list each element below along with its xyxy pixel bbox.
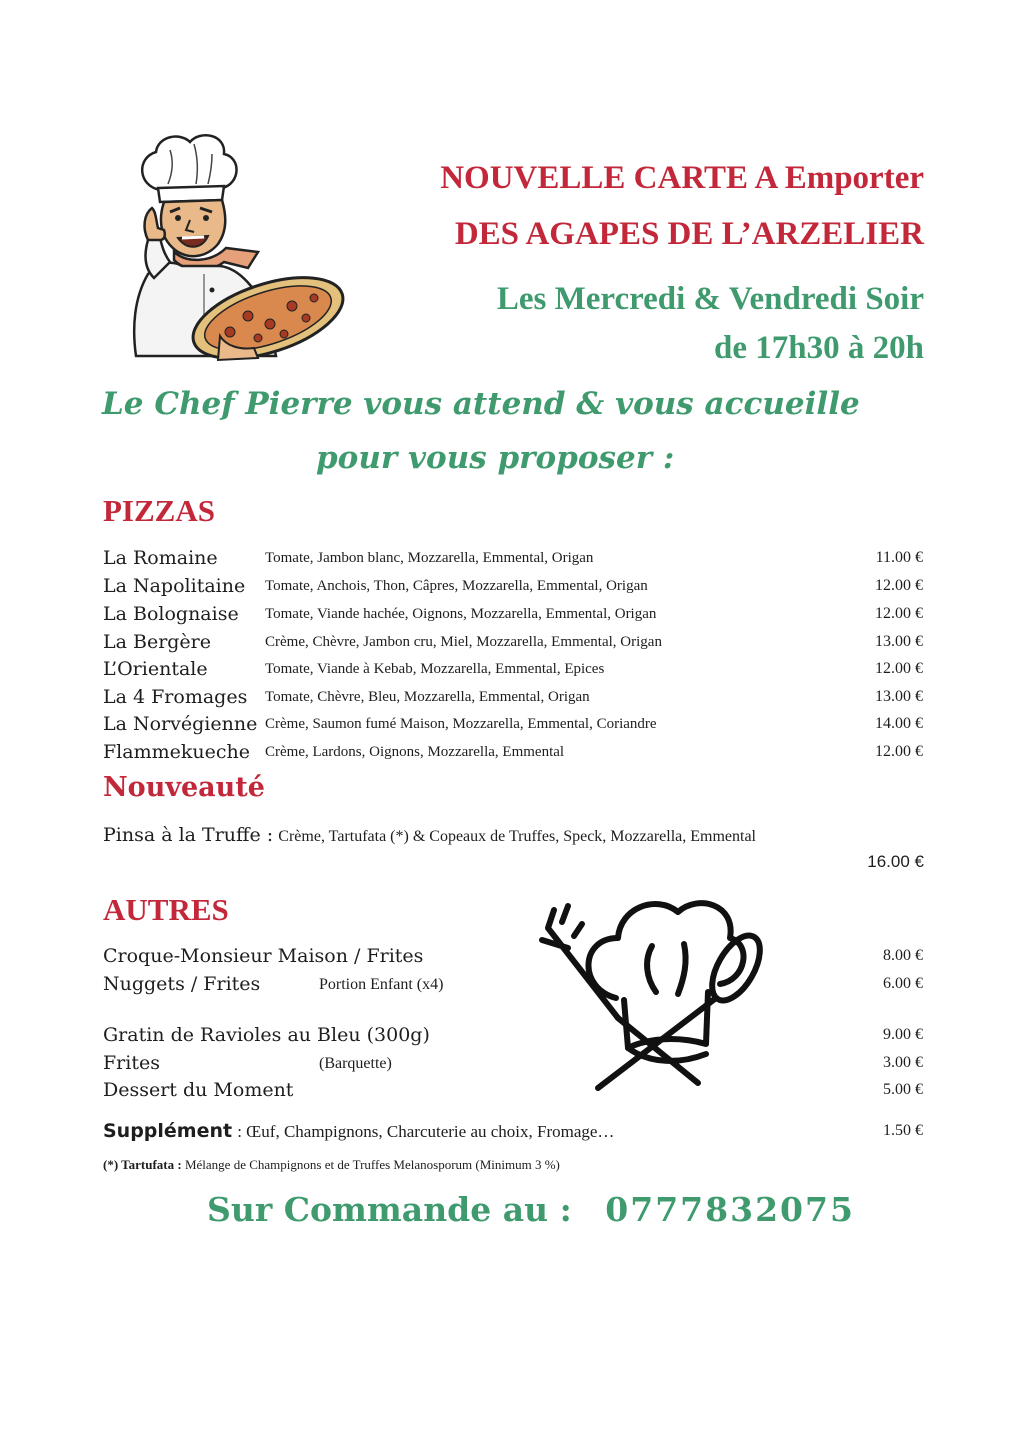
item-price: 3.00 € xyxy=(883,1054,923,1071)
item-name: La 4 Fromages xyxy=(103,686,248,708)
footnote-label: (*) Tartufata : xyxy=(103,1157,182,1172)
item-name: La Bolognaise xyxy=(103,603,239,625)
supplement-row xyxy=(103,1120,923,1148)
item-price: 8.00 € xyxy=(883,947,923,964)
order-label: Sur Commande au : xyxy=(207,1190,572,1229)
order-line xyxy=(207,1190,855,1229)
supplement-price: 1.50 € xyxy=(883,1122,923,1139)
item-name: Flammekueche xyxy=(103,741,250,763)
item-desc: Crème, Chèvre, Jambon cru, Miel, Mozzarella, Emmental, Origan xyxy=(265,634,662,650)
list-item xyxy=(103,1079,923,1107)
header-line-3: Les Mercredi & Vendredi Soir xyxy=(496,281,924,317)
item-price: 12.00 € xyxy=(875,660,923,677)
item-price: 5.00 € xyxy=(883,1081,923,1098)
item-desc: Tomate, Chèvre, Bleu, Mozzarella, Emmental, Origan xyxy=(265,689,590,705)
tagline-1: Le Chef Pierre vous attend & vous accueille xyxy=(102,386,860,422)
nouveaute-price: 16.00 € xyxy=(867,852,924,871)
supplement-text: : Œuf, Champignons, Charcuterie au choix, Fromage… xyxy=(237,1122,615,1141)
item-price: 13.00 € xyxy=(875,633,923,650)
header-line-4: de 17h30 à 20h xyxy=(714,330,924,366)
item-price: 12.00 € xyxy=(875,605,923,622)
footnote-text: Mélange de Champignons et de Truffes Melanosporum (Minimum 3 %) xyxy=(184,1157,560,1172)
item-name: La Norvégienne xyxy=(103,713,258,735)
list-item xyxy=(103,631,923,659)
item-desc: Tomate, Viande à Kebab, Mozzarella, Emmental, Epices xyxy=(265,661,605,677)
item-price: 6.00 € xyxy=(883,975,923,992)
item-desc: Tomate, Viande hachée, Oignons, Mozzarella, Emmental, Origan xyxy=(265,606,657,622)
list-item xyxy=(103,973,923,1001)
header-line-1: NOUVELLE CARTE A Emporter xyxy=(440,160,924,196)
list-item xyxy=(103,547,923,575)
item-name: La Napolitaine xyxy=(103,575,246,597)
item-price: 11.00 € xyxy=(875,549,923,566)
item-desc: Tomate, Anchois, Thon, Câpres, Mozzarella, Emmental, Origan xyxy=(265,578,648,594)
list-item xyxy=(103,713,923,741)
item-name: Gratin de Ravioles au Bleu (300g) xyxy=(103,1024,430,1046)
item-price: 12.00 € xyxy=(875,577,923,594)
list-item xyxy=(103,686,923,714)
item-price: 13.00 € xyxy=(875,688,923,705)
list-item xyxy=(103,603,923,631)
list-item xyxy=(103,658,923,686)
list-item xyxy=(103,945,923,973)
list-item xyxy=(103,1052,923,1080)
item-desc: Portion Enfant (x4) xyxy=(319,976,444,993)
pizzas-title: PIZZAS xyxy=(103,493,215,528)
item-desc: Crème, Saumon fumé Maison, Mozzarella, Emmental, Coriandre xyxy=(265,716,657,732)
item-price: 9.00 € xyxy=(883,1026,923,1043)
item-price: 12.00 € xyxy=(875,743,923,760)
item-name: Croque-Monsieur Maison / Frites xyxy=(103,945,424,967)
item-name: La Bergère xyxy=(103,631,212,653)
footnote xyxy=(103,1157,560,1173)
item-desc: (Barquette) xyxy=(319,1055,392,1072)
list-item xyxy=(103,575,923,603)
item-name: Nuggets / Frites xyxy=(103,973,261,995)
nouveaute-title: Nouveauté xyxy=(103,772,265,803)
list-item xyxy=(103,1024,923,1052)
item-name: Frites xyxy=(103,1052,160,1074)
item-name: Dessert du Moment xyxy=(103,1079,294,1101)
supplement-label: Supplément xyxy=(103,1120,233,1142)
item-desc: Crème, Tartufata (*) & Copeaux de Truffes, Speck, Mozzarella, Emmental xyxy=(278,828,756,845)
item-name: L’Orientale xyxy=(103,658,208,680)
tagline-2: pour vous proposer : xyxy=(316,440,675,476)
item-desc: Tomate, Jambon blanc, Mozzarella, Emmental, Origan xyxy=(265,550,594,566)
autres-title: AUTRES xyxy=(103,892,229,927)
item-price: 14.00 € xyxy=(875,715,923,732)
list-item xyxy=(103,741,923,769)
item-name: Pinsa à la Truffe : xyxy=(103,824,274,846)
item-name: La Romaine xyxy=(103,547,218,569)
chef-illustration xyxy=(108,128,353,393)
item-desc: Crème, Lardons, Oignons, Mozzarella, Emmental xyxy=(265,744,565,760)
header-line-2: DES AGAPES DE L’ARZELIER xyxy=(454,216,924,252)
order-phone[interactable]: 0777832075 xyxy=(605,1190,855,1229)
nouveaute-item xyxy=(103,824,756,846)
